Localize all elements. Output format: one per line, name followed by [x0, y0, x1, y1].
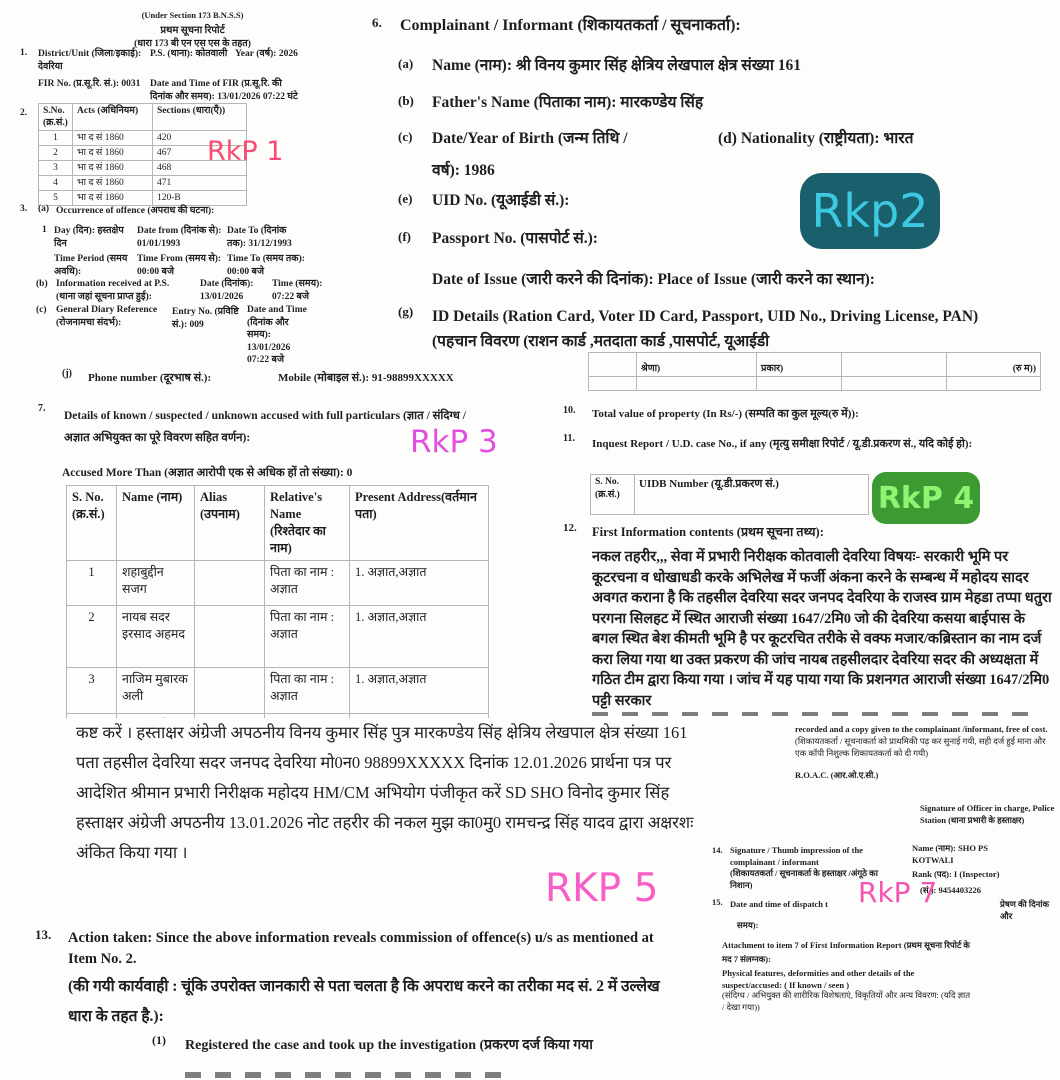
- uidb-table: [590, 474, 869, 515]
- officer-rank-field: Rank (पद): I (Inspector): [912, 869, 1000, 879]
- accused-table-clip: [66, 485, 490, 718]
- property-cell-category: श्रेणा): [637, 353, 757, 377]
- recorded-copy-note-en: recorded and a copy given to the complainant /informant, free of cost.: [795, 724, 1048, 734]
- officer-signature-block: Signature of Officer in charge, Police Station (थाना प्रभारी के हस्ताक्षर): [920, 803, 1055, 825]
- rkp1-annotation: RkP 1: [207, 136, 284, 167]
- cutoff-text-smudge: [592, 712, 1032, 716]
- uid-no-field: UID No. (यूआईडी सं.):: [432, 192, 570, 209]
- accused-name: नाजिम मुबारक अली: [117, 668, 195, 714]
- occurrence-title: Occurrence of offence (अपराध की घटना):: [56, 206, 215, 216]
- section12-number: 12.: [563, 522, 577, 534]
- dispatch-datetime-label-en: Date and time of dispatch t: [730, 899, 828, 909]
- property-empty-row: [589, 377, 1041, 391]
- uidb-header-number: UIDB Number (यू.डी.प्रकरण सं.): [635, 475, 869, 515]
- act-row-section: 420: [153, 131, 247, 146]
- nationality-field: (d) Nationality (राष्ट्रीयता): भारत: [718, 130, 914, 147]
- section3a-tag: (a): [38, 204, 50, 214]
- act-row-sno: 5: [39, 191, 73, 206]
- act-row-sno: 2: [39, 146, 73, 161]
- accused-sno: 1: [67, 561, 117, 606]
- uidb-header-row: [591, 475, 869, 515]
- accused-header-name: Name (नाम): [117, 486, 195, 561]
- act-row-act: भा द सं 1860: [73, 176, 153, 191]
- cutoff-text-smudge: [185, 1072, 515, 1078]
- fir-number-field: FIR No. (प्र.सू.रि. सं.): 0031: [38, 79, 141, 89]
- first-information-title: First Information contents (प्रथम सूचना तथ्य):: [592, 525, 824, 539]
- complainant-name-field: Name (नाम): श्री विनय कुमार सिंह क्षेत्रिय लेखपाल क्षेत्र संख्या 161: [432, 57, 801, 74]
- acts-table-row: [39, 191, 247, 206]
- day-field: Day (दिन): हस्तक्षेप दिन: [54, 226, 124, 249]
- rkp7-annotation: RkP 7: [858, 876, 938, 909]
- item1-tag: (1): [152, 1033, 166, 1047]
- occurrence-row-number: 1: [42, 225, 47, 235]
- act-row-act: भा द सं 1860: [73, 191, 153, 206]
- item-j-tag: (j): [62, 368, 72, 379]
- gd-entry-number: Entry No. (प्रविष्टि सं.): 009: [172, 307, 239, 330]
- rkp3-annotation: RkP 3: [410, 424, 498, 460]
- accused-row: [67, 561, 489, 606]
- act-row-section: 468: [153, 161, 247, 176]
- under-section-line: (Under Section 173 B.N.S.S): [141, 10, 244, 20]
- physical-features-hi: (संदिग्ध / अभियुक्त की शारीरिक विशेषताएं, विकृतियों और अन्य विवरण: (यदि ज्ञात / देखा गया)): [722, 990, 971, 1012]
- inquest-report-field: Inquest Report / U.D. case No., if any (मृत्यु समीक्षा रिपोर्ट / यू.डी.प्रकरण सं., यदि कोई हो):: [592, 438, 973, 450]
- section1-number: 1.: [20, 48, 28, 58]
- dob-year-value: वर्ष): 1986: [432, 162, 495, 179]
- date-to-field: Date To (दिनांक तक): 31/12/1993: [227, 226, 292, 249]
- accused-relative: पिता का नाम : अज्ञात: [265, 606, 350, 668]
- action-taken-hindi: (की गयी कार्यवाही : चूंकि उपरोक्त जानकारी से पता चलता है कि अपराध करने का तरीका मद सं. 2 में उल्लेख धारा के तहत है.):: [68, 978, 660, 1025]
- accused-name: शहाबुद्दीन सजग: [117, 561, 195, 606]
- section6-number: 6.: [372, 15, 382, 30]
- year-field: Year (वर्ष): 2026: [235, 49, 298, 59]
- accused-header-relative: Relative's Name (रिश्तेदार का नाम): [265, 486, 350, 561]
- date-from-field: Date from (दिनांक से): 01/01/1993: [137, 226, 222, 249]
- rkp4-badge: RkP 4: [872, 472, 980, 524]
- act-row-act: भा द सं 1860: [73, 131, 153, 146]
- property-cell: [842, 353, 947, 377]
- accused-name: नायब सदर इरसाद अहमद: [117, 606, 195, 668]
- time-period-field: Time Period (समय अवधि):: [54, 254, 128, 277]
- accused-row: [67, 668, 489, 714]
- father-name-field: Father's Name (पिताका नाम): मारकण्डेय सिंह: [432, 94, 704, 111]
- section3b-tag: (b): [36, 279, 48, 289]
- rkp2-badge: Rkp2: [800, 173, 940, 249]
- issue-date-place-field: Date of Issue (जारी करने की दिनांक): Place of Issue (जारी करने का स्थान):: [432, 271, 875, 288]
- acts-header-sections: Sections (धारा(एँ)): [153, 104, 247, 131]
- item-e-tag: (e): [398, 191, 413, 206]
- complainant-signature-hi: (शिकायतकर्ता / सूचनाकर्ता के हस्ताक्षर /अंगूठे का निशान): [730, 868, 878, 890]
- act-row-act: भा द सं 1860: [73, 161, 153, 176]
- section10-number: 10.: [563, 405, 576, 416]
- property-header-row: [589, 353, 1041, 377]
- section11-number: 11.: [563, 433, 575, 444]
- acts-header-acts: Acts (अधिनियम): [73, 104, 153, 131]
- time-to-field: Time To (समय तक): 00:00 बजे: [227, 254, 305, 277]
- district-unit-field: [38, 48, 143, 73]
- phone-number-label: Phone number (दूरभाष सं.):: [88, 372, 212, 384]
- district-unit-value: देवरिया: [38, 61, 63, 72]
- accused-address: 1. अज्ञात,अज्ञात: [350, 561, 489, 606]
- accused-more-than-field: Accused More Than (अज्ञात आरोपी एक से अधिक हों तो संख्या): 0: [62, 467, 353, 479]
- act-row-section: 467: [153, 146, 247, 161]
- section7-number: 7.: [38, 403, 46, 414]
- info-received-date: Date (दिनांक): 13/01/2026: [200, 279, 254, 302]
- accused-alias: [195, 561, 265, 606]
- accused-row: [67, 606, 489, 668]
- property-cell: [589, 353, 637, 377]
- property-cell-value: (रु म)): [947, 353, 1041, 377]
- registered-case-line: Registered the case and took up the investigation (प्रकरण दर्ज किया गया: [185, 1038, 593, 1053]
- section2-number: 2.: [20, 108, 28, 118]
- total-property-value-field: Total value of property (In Rs/-) (सम्पति का कुल मूल्य(रु में)):: [592, 408, 859, 420]
- dispatch-datetime-label-hi: प्रेषण की दिनांक और: [1000, 899, 1050, 921]
- property-partial-table: [588, 352, 1041, 391]
- gd-datetime: Date and Time (दिनांक और समय): 13/01/2026 07:22 बजे: [247, 305, 307, 365]
- item-f-tag: (f): [398, 229, 411, 244]
- section13-number: 13.: [35, 927, 52, 942]
- section3c-tag: (c): [36, 305, 47, 315]
- mobile-number-field: Mobile (मोबाइल सं.): 91-98899XXXXX: [278, 372, 454, 384]
- fir-title-hindi: प्रथम सूचना रिपोर्ट: [160, 25, 225, 36]
- accused-table: [66, 485, 489, 718]
- police-station-field: P.S. (थाना): कोतवाली: [150, 49, 228, 59]
- accused-header-sno: S. No. (क्र.सं.): [67, 486, 117, 561]
- rkp5-annotation: RKP 5: [545, 866, 659, 911]
- info-received-label: Information received at P.S. (थाना जहां सूचना प्राप्त हुई):: [56, 279, 170, 302]
- item-c-tag: (c): [398, 129, 413, 144]
- uidb-header-sno: S. No. (क्र.सं.): [591, 475, 635, 515]
- complainant-signature-en: Signature / Thumb impression of the complainant / informant: [730, 845, 863, 867]
- id-details-field: ID Details (Ration Card, Voter ID Card, Passport, UID No., Driving License, PAN) (पहचान विवरण (राशन कार्ड ,मतदाता कार्ड ,पासपोर्ट, यूआईडी: [432, 308, 979, 350]
- item-g-tag: (g): [398, 304, 414, 319]
- act-row-section: 120-B: [153, 191, 247, 206]
- time-from-field: Time From (समय से): 00:00 बजे: [137, 254, 222, 277]
- section3-number: 3.: [20, 204, 28, 214]
- recorded-copy-note-hi: (शिकायतकर्ता / सूचनाकर्ता को प्राथमिकी पढ़ कर सुनाई गयी, सही दर्ज हुई माना और एक कॉपी निशुल्क शिकायतकर्ता को दी गयी): [795, 736, 1046, 758]
- section14-number: 14.: [712, 845, 723, 855]
- fir-datetime-field: Date and Time of FIR (प्र.सू.रि. की दिनांक और समय): 13/01/2026 07:22 घंटे: [150, 79, 298, 102]
- acts-table-header-row: [39, 104, 247, 131]
- roac-line: R.O.A.C. (आर.ओ.ए.सी.): [795, 770, 879, 780]
- dispatch-datetime-label-hi2: समय):: [737, 920, 759, 930]
- attachment-item7-line: Attachment to item 7 of First Information Report (प्रथम सूचना रिपोर्ट के मद 7 संलग्नक):: [722, 940, 970, 964]
- act-row-sno: 1: [39, 131, 73, 146]
- section15-number: 15.: [712, 897, 723, 907]
- accused-relative: पिता का नाम : अज्ञात: [265, 561, 350, 606]
- accused-alias: [195, 606, 265, 668]
- physical-features-en: Physical features, deformities and other details of the suspect/accused: ( If known / seen ): [722, 968, 915, 990]
- passport-no-field: Passport No. (पासपोर्ट सं.):: [432, 230, 598, 247]
- accused-header-address: Present Address(वर्तमान पता): [350, 486, 489, 561]
- accused-sno: 3: [67, 668, 117, 714]
- acts-table-row: [39, 176, 247, 191]
- accused-address: 1. अज्ञात,अज्ञात: [350, 606, 489, 668]
- accused-header-alias: Alias (उपनाम): [195, 486, 265, 561]
- gd-reference-label: General Diary Reference (रोजनामचा संदर्भ):: [56, 305, 158, 328]
- complainant-section-title: Complainant / Informant (शिकायतकर्ता / सूचनाकर्ता):: [400, 17, 741, 34]
- act-row-act: भा द सं 1860: [73, 146, 153, 161]
- first-information-body: नकल तहरीर,,, सेवा में प्रभारी निरीक्षक कोतवाली देवरिया विषयः- सरकारी भूमि पर कूटरचना व धोखाधडी करके अभिलेख में फर्जी अंकना करने के सम्बन्ध में महोदय सादर अवगत कराना है कि तहसील देवरिया सदर जनपद देवरिया के राजस्व ग्राम मेहडा तप्पा धतुरा परगना सिलहट में स्थित आराजी संख्या 1647/2मि0 जो की देवरिया कसया बाईपास के बगल स्थित बेश कीमती भूमि है पर कूटरचित तरीके से वक्फ मजार/कब्रिस्तान का नाम दर्ज करा लिया गया था उक्त प्रकरण की जांच नायब तहसीलदार देवरिया सदर की अध्यक्षता में गठित टीम द्वारा किया गया । जांच में यह पाया गया कि प्रशनगत आराजी संख्या 1647/2मि0 पट्टी सरकार: [592, 549, 1052, 709]
- accused-header-row: [67, 486, 489, 561]
- act-row-section: 471: [153, 176, 247, 191]
- accused-alias: [195, 668, 265, 714]
- accused-details-title: Details of known / suspected / unknown accused with full particulars (ज्ञात / संदिग्ध / अज्ञात अभियुक्त का पूरे विवरण सहित वर्णन):: [64, 410, 466, 444]
- item-a-tag: (a): [398, 56, 414, 71]
- act-row-sno: 4: [39, 176, 73, 191]
- accused-address: 1. अज्ञात,अज्ञात: [350, 668, 489, 714]
- dob-field: Date/Year of Birth (जन्म तिथि /: [432, 130, 628, 147]
- officer-name-field: Name (नाम): SHO PS KOTWALI: [912, 843, 988, 865]
- fir-subtitle-hindi: (धारा 173 बी एन एस एस के तहत): [134, 39, 251, 49]
- district-unit-label: District/Unit (जिला/इकाई):: [38, 49, 142, 59]
- property-cell-type: प्रकार): [757, 353, 842, 377]
- tehrir-continuation-paragraph: कष्ट करें । हस्ताक्षर अंग्रेजी अपठनीय विनय कुमार सिंह पुत्र मारकण्डेय सिंह क्षेत्रिय लेखपाल क्षेत्र संख्या 161 पता तहसील देवरिया सदर जनपद देवरिया मो0न0 98899XXXXX दिनांक 12.01.2026 प्रार्थना पत्र पर आदेशित श्रीमान प्रभारी निरीक्षक महोदय HM/CM अभियोग पंजीकृत करें SD SHO विनोद कुमार सिंह हस्ताक्षर अंग्रेजी अपठनीय 13.01.2026 नोट तहरीर की नकल मुझ का0मु0 रामचन्द्र सिंह यादव द्वारा अक्षरशः अंकित किया गया ।: [76, 723, 694, 862]
- officer-number-field: (सं.): 9454403226: [920, 885, 981, 895]
- accused-sno: 2: [67, 606, 117, 668]
- action-taken-english: Action taken: Since the above information reveals commission of offence(s) u/s as mentioned at Item No. 2.: [68, 930, 654, 967]
- act-row-sno: 3: [39, 161, 73, 176]
- info-received-time: Time (समय): 07:22 बजे: [272, 279, 323, 302]
- item-b-tag: (b): [398, 93, 414, 108]
- acts-header-sno: S.No. (क्र.सं.): [39, 104, 73, 131]
- accused-relative: पिता का नाम : अज्ञात: [265, 668, 350, 714]
